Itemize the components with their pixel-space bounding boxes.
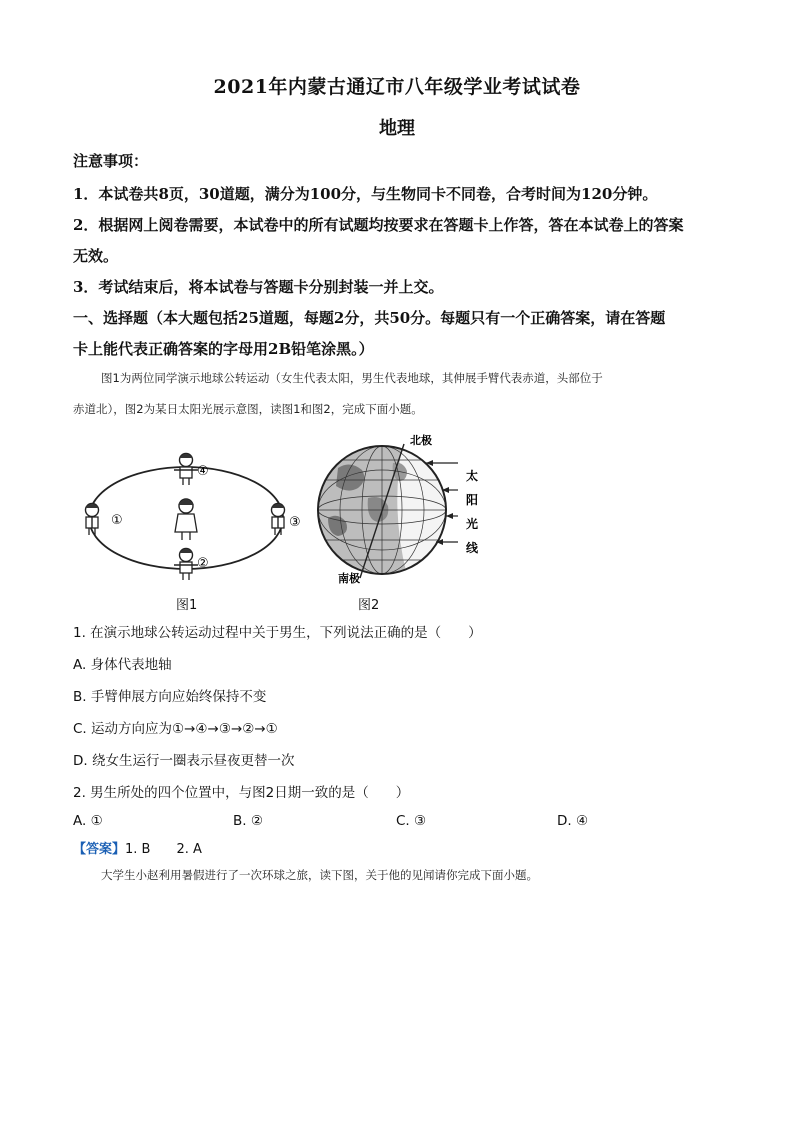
question-2-stem: 2. 男生所处的四个位置中，与图2日期一致的是（ ） <box>73 785 410 801</box>
question-1-option-b[interactable]: B. 手臂伸展方向应始终保持不变 <box>73 689 267 705</box>
section-heading: 一、选择题（本大题包括25道题，每题2分，共50分。每题只有一个正确答案，请在答题 <box>73 309 666 327</box>
question-1-option-d[interactable]: D. 绕女生运行一圈表示昼夜更替一次 <box>73 753 295 769</box>
north-pole-label: 北极 <box>410 434 432 447</box>
position-marker: ① <box>111 513 123 528</box>
note-item: 无效。 <box>73 247 119 265</box>
figure-1-revolution-demo <box>72 428 312 593</box>
sunlight-label-char: 光 <box>466 517 479 531</box>
boy-earth-icon <box>271 504 285 536</box>
exam-title: 2021年内蒙古通辽市八年级学业考试试卷 <box>213 76 581 98</box>
position-marker: ④ <box>197 464 209 479</box>
answer-line <box>73 838 202 857</box>
south-pole-label: 南极 <box>338 572 360 585</box>
position-marker: ③ <box>289 515 301 530</box>
notes-heading: 注意事项： <box>73 152 149 170</box>
boy-earth-icon <box>174 454 198 486</box>
figure-2-sunlight-globe <box>308 428 488 593</box>
question-2-option-b[interactable]: B. ② <box>233 813 263 829</box>
sunlight-label-char: 阳 <box>466 493 479 507</box>
question-2-option-d[interactable]: D. ④ <box>557 813 589 829</box>
answer-tag: 【答案】 <box>73 842 126 857</box>
note-item: 1．本试卷共8页，30道题，满分为100分，与生物同卡不同卷，合考时间为120分钟。 <box>73 185 658 203</box>
figure-1-caption: 图1 <box>176 598 198 613</box>
intro-line: 大学生小赵利用暑假进行了一次环球之旅，读下图，关于他的见闻请你完成下面小题。 <box>101 868 538 882</box>
question-1-option-c[interactable]: C. 运动方向应为①→④→③→②→① <box>73 721 278 737</box>
figure-2-caption: 图2 <box>358 598 380 613</box>
question-1-stem: 1. 在演示地球公转运动过程中关于男生，下列说法正确的是（ ） <box>73 625 482 641</box>
subject-title: 地理 <box>379 118 415 139</box>
question-intro <box>73 363 723 425</box>
intro-line: 赤道北），图2为某日太阳光展示意图，读图1和图2，完成下面小题。 <box>73 402 423 416</box>
sunlight-label-char: 线 <box>466 541 479 555</box>
question-1-option-a[interactable]: A. 身体代表地轴 <box>73 657 172 673</box>
girl-sun-icon <box>175 499 197 540</box>
section-heading-cont: 卡上能代表正确答案的字母用2B铅笔涂黑。） <box>73 340 374 358</box>
next-question-intro <box>73 863 723 887</box>
note-item: 2．根据网上阅卷需要，本试卷中的所有试题均按要求在答题卡上作答，答在本试卷上的答案 <box>73 216 684 234</box>
boy-earth-icon <box>174 549 198 581</box>
note-item: 3．考试结束后，将本试卷与答题卡分别封装一并上交。 <box>73 278 444 296</box>
sunlight-label-char: 太 <box>466 469 479 483</box>
position-marker: ② <box>197 556 209 571</box>
question-2-option-c[interactable]: C. ③ <box>396 813 427 829</box>
answer-text: 1. B 2. A <box>125 842 202 857</box>
question-2-option-a[interactable]: A. ① <box>73 813 103 829</box>
intro-line: 图1为两位同学演示地球公转运动（女生代表太阳，男生代表地球，其伸展手臂代表赤道，头部位于 <box>101 371 603 385</box>
